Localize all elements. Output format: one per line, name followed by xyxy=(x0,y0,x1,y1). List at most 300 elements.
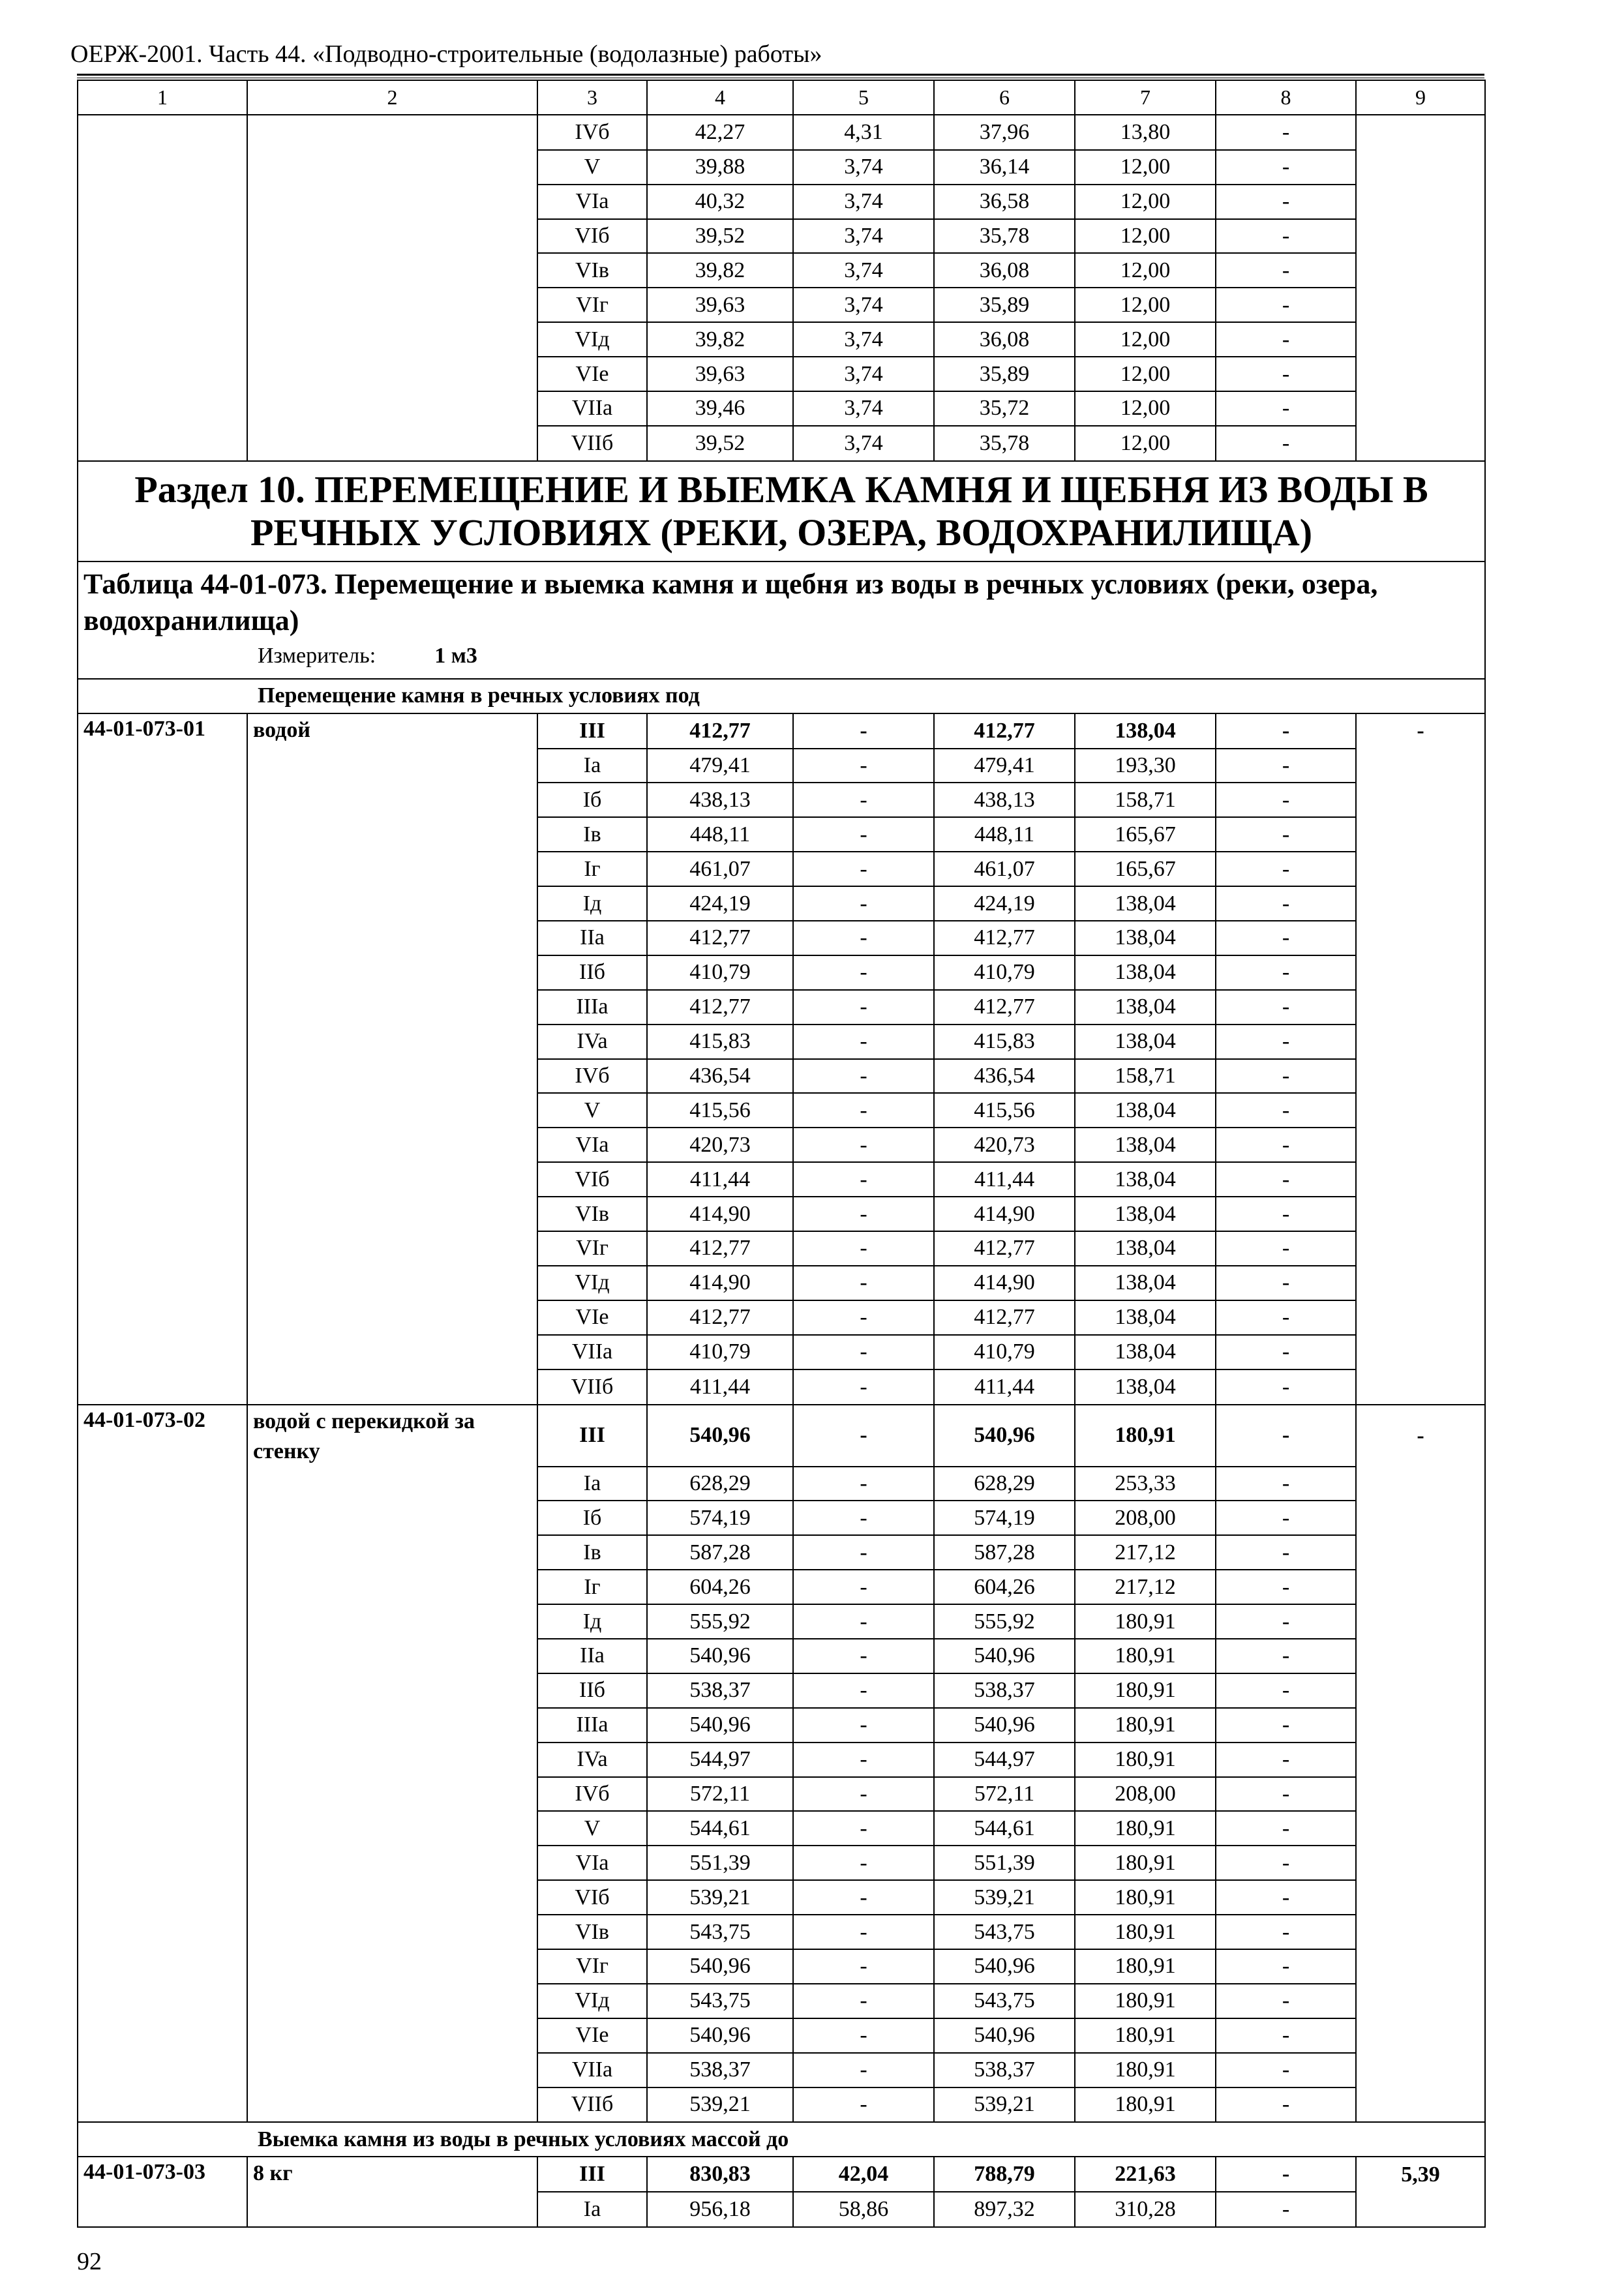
value-cell: - xyxy=(793,1639,934,1673)
rates-table xyxy=(77,80,1486,2228)
value-cell: 412,77 xyxy=(934,1300,1075,1335)
value-cell: - xyxy=(793,2053,934,2087)
value-cell: 539,21 xyxy=(934,1880,1075,1915)
value-cell: 12,00 xyxy=(1075,426,1216,461)
value-cell: 138,04 xyxy=(1075,1197,1216,1231)
table-row xyxy=(78,1025,1485,1059)
name-cell xyxy=(247,1604,537,1639)
value-cell: 221,63 xyxy=(1075,2157,1216,2192)
code-cell xyxy=(78,426,247,461)
value-cell: 180,91 xyxy=(1075,1949,1216,1984)
col9-cell xyxy=(1356,1025,1485,1059)
table-row xyxy=(78,2192,1485,2227)
table-row xyxy=(78,322,1485,357)
value-cell: - xyxy=(793,783,934,817)
value-cell: Iв xyxy=(537,817,647,852)
value-cell: 13,80 xyxy=(1075,115,1216,150)
name-cell xyxy=(247,749,537,783)
value-cell: - xyxy=(1216,426,1356,461)
value-cell: - xyxy=(1216,288,1356,322)
value-cell: VIIб xyxy=(537,2087,647,2123)
value-cell: 540,96 xyxy=(647,1949,793,1984)
value-cell: IVa xyxy=(537,1025,647,1059)
table-row xyxy=(78,1639,1485,1673)
col9-cell xyxy=(1356,150,1485,185)
name-cell xyxy=(247,852,537,886)
value-cell: - xyxy=(1216,1743,1356,1777)
value-cell: 544,61 xyxy=(647,1811,793,1846)
value-cell: Iг xyxy=(537,1570,647,1604)
value-cell: 180,91 xyxy=(1075,1708,1216,1743)
col9-cell xyxy=(1356,2053,1485,2087)
value-cell: - xyxy=(793,1501,934,1535)
col9-cell xyxy=(1356,1604,1485,1639)
value-cell: 35,89 xyxy=(934,288,1075,322)
value-cell: - xyxy=(793,1231,934,1266)
value-cell: VIг xyxy=(537,1231,647,1266)
value-cell: 138,04 xyxy=(1075,1231,1216,1266)
value-cell: - xyxy=(793,886,934,921)
value-cell: 180,91 xyxy=(1075,1880,1216,1915)
value-cell: IIa xyxy=(537,1639,647,1673)
value-cell: VIв xyxy=(537,253,647,288)
value-cell: 411,44 xyxy=(647,1162,793,1197)
value-cell: 3,74 xyxy=(793,391,934,426)
column-number: 4 xyxy=(647,80,793,115)
code-cell xyxy=(78,253,247,288)
value-cell: 544,61 xyxy=(934,1811,1075,1846)
col9-cell xyxy=(1356,1743,1485,1777)
value-cell: 628,29 xyxy=(934,1467,1075,1501)
value-cell: - xyxy=(1216,713,1356,749)
name-cell xyxy=(247,219,537,254)
code-cell xyxy=(78,1743,247,1777)
value-cell: - xyxy=(1216,783,1356,817)
col9-cell xyxy=(1356,391,1485,426)
name-cell xyxy=(247,990,537,1025)
table-row xyxy=(78,150,1485,185)
code-cell xyxy=(78,1915,247,1949)
value-cell: 414,90 xyxy=(647,1197,793,1231)
code-cell xyxy=(78,817,247,852)
value-cell: 310,28 xyxy=(1075,2192,1216,2227)
code-cell xyxy=(78,150,247,185)
value-cell: - xyxy=(1216,990,1356,1025)
value-cell: Ia xyxy=(537,2192,647,2227)
value-cell: - xyxy=(793,1467,934,1501)
value-cell: 39,52 xyxy=(647,219,793,254)
subheader: Выемка камня из воды в речных условиях массой до xyxy=(78,2122,1485,2157)
name-cell xyxy=(247,1846,537,1880)
code-cell: 44-01-073-03 xyxy=(78,2157,247,2192)
column-number: 1 xyxy=(78,80,247,115)
value-cell: V xyxy=(537,1093,647,1128)
table-row xyxy=(78,713,1485,749)
table-row xyxy=(78,115,1485,150)
value-cell: IIIa xyxy=(537,1708,647,1743)
value-cell: - xyxy=(1216,1501,1356,1535)
value-cell: 37,96 xyxy=(934,115,1075,150)
value-cell: VIa xyxy=(537,1846,647,1880)
value-cell: 412,77 xyxy=(647,921,793,955)
col9-cell xyxy=(1356,219,1485,254)
name-cell xyxy=(247,1059,537,1094)
code-cell xyxy=(78,288,247,322)
code-cell xyxy=(78,1300,247,1335)
value-cell: - xyxy=(1216,1604,1356,1639)
col9-cell xyxy=(1356,1059,1485,1094)
unit-value: 1 м3 xyxy=(434,643,477,668)
value-cell: 180,91 xyxy=(1075,1639,1216,1673)
value-cell: 36,08 xyxy=(934,322,1075,357)
value-cell: - xyxy=(793,713,934,749)
code-cell xyxy=(78,1639,247,1673)
value-cell: 574,19 xyxy=(934,1501,1075,1535)
value-cell: - xyxy=(793,1708,934,1743)
value-cell: 39,82 xyxy=(647,322,793,357)
value-cell: 39,52 xyxy=(647,426,793,461)
name-cell xyxy=(247,115,537,150)
value-cell: - xyxy=(793,1915,934,1949)
value-cell: - xyxy=(1216,185,1356,219)
name-cell xyxy=(247,955,537,990)
column-number: 6 xyxy=(934,80,1075,115)
value-cell: - xyxy=(1216,322,1356,357)
code-cell xyxy=(78,955,247,990)
table-header-cell xyxy=(78,561,1485,679)
value-cell: - xyxy=(1216,886,1356,921)
code-cell xyxy=(78,1708,247,1743)
col9-cell xyxy=(1356,2018,1485,2053)
value-cell: 448,11 xyxy=(647,817,793,852)
value-cell: - xyxy=(793,1673,934,1708)
column-number: 5 xyxy=(793,80,934,115)
name-cell xyxy=(247,1369,537,1405)
value-cell: 180,91 xyxy=(1075,1405,1216,1467)
table-row xyxy=(78,2157,1485,2192)
code-cell xyxy=(78,1093,247,1128)
name-cell xyxy=(247,1639,537,1673)
value-cell: 12,00 xyxy=(1075,185,1216,219)
col9-cell xyxy=(1356,288,1485,322)
value-cell: III xyxy=(537,1405,647,1467)
value-cell: 165,67 xyxy=(1075,817,1216,852)
table-row xyxy=(78,852,1485,886)
value-cell: VIa xyxy=(537,1128,647,1162)
value-cell: 587,28 xyxy=(934,1535,1075,1570)
value-cell: - xyxy=(1216,1949,1356,1984)
col9-cell xyxy=(1356,1128,1485,1162)
value-cell: - xyxy=(1216,1708,1356,1743)
table-row xyxy=(78,1777,1485,1812)
table-row xyxy=(78,1335,1485,1369)
value-cell: 12,00 xyxy=(1075,253,1216,288)
value-cell: 217,12 xyxy=(1075,1535,1216,1570)
value-cell: Iв xyxy=(537,1535,647,1570)
value-cell: 897,32 xyxy=(934,2192,1075,2227)
value-cell: 12,00 xyxy=(1075,150,1216,185)
value-cell: 3,74 xyxy=(793,150,934,185)
value-cell: Iг xyxy=(537,852,647,886)
value-cell: 138,04 xyxy=(1075,886,1216,921)
value-cell: 551,39 xyxy=(934,1846,1075,1880)
col9-cell xyxy=(1356,1984,1485,2018)
value-cell: VIe xyxy=(537,1300,647,1335)
value-cell: 12,00 xyxy=(1075,219,1216,254)
value-cell: - xyxy=(793,2018,934,2053)
section-title: Раздел 10. ПЕРЕМЕЩЕНИЕ И ВЫЕМКА КАМНЯ И ЩЕБНЯ ИЗ ВОДЫ В РЕЧНЫХ УСЛОВИЯХ (РЕКИ, ОЗЕРА, ВОДОХРАНИЛИЩА) xyxy=(78,461,1485,561)
code-cell xyxy=(78,1846,247,1880)
value-cell: 438,13 xyxy=(647,783,793,817)
code-cell: 44-01-073-01 xyxy=(78,713,247,749)
value-cell: - xyxy=(793,1811,934,1846)
value-cell: IVб xyxy=(537,1777,647,1812)
value-cell: 412,77 xyxy=(647,1231,793,1266)
value-cell: 35,89 xyxy=(934,357,1075,391)
value-cell: 138,04 xyxy=(1075,990,1216,1025)
value-cell: 39,63 xyxy=(647,288,793,322)
value-cell: - xyxy=(1216,1639,1356,1673)
value-cell: - xyxy=(1216,2192,1356,2227)
value-cell: 410,79 xyxy=(647,955,793,990)
value-cell: - xyxy=(1216,1162,1356,1197)
name-cell xyxy=(247,185,537,219)
code-cell xyxy=(78,783,247,817)
col9-cell xyxy=(1356,1880,1485,1915)
value-cell: - xyxy=(1216,817,1356,852)
table-row xyxy=(78,1231,1485,1266)
name-cell xyxy=(247,1673,537,1708)
value-cell: 42,04 xyxy=(793,2157,934,2192)
value-cell: - xyxy=(793,1984,934,2018)
value-cell: 414,90 xyxy=(934,1197,1075,1231)
code-cell xyxy=(78,2053,247,2087)
code-cell xyxy=(78,852,247,886)
value-cell: 415,56 xyxy=(934,1093,1075,1128)
value-cell: 36,58 xyxy=(934,185,1075,219)
value-cell: 424,19 xyxy=(934,886,1075,921)
value-cell: 39,63 xyxy=(647,357,793,391)
value-cell: IIб xyxy=(537,955,647,990)
value-cell: Iд xyxy=(537,886,647,921)
col9-cell xyxy=(1356,357,1485,391)
code-cell xyxy=(78,1162,247,1197)
name-cell xyxy=(247,150,537,185)
value-cell: 412,77 xyxy=(934,1231,1075,1266)
value-cell: 436,54 xyxy=(647,1059,793,1094)
value-cell: 412,77 xyxy=(934,713,1075,749)
value-cell: 165,67 xyxy=(1075,852,1216,886)
name-cell xyxy=(247,391,537,426)
table-row xyxy=(78,1369,1485,1405)
name-cell xyxy=(247,783,537,817)
value-cell: 3,74 xyxy=(793,322,934,357)
name-cell xyxy=(247,2192,537,2227)
value-cell: 411,44 xyxy=(647,1369,793,1405)
table-row xyxy=(78,1673,1485,1708)
value-cell: VIд xyxy=(537,1266,647,1300)
code-cell xyxy=(78,1535,247,1570)
name-cell xyxy=(247,817,537,852)
value-cell: VIIa xyxy=(537,2053,647,2087)
name-cell xyxy=(247,288,537,322)
value-cell: VIб xyxy=(537,1162,647,1197)
value-cell: 138,04 xyxy=(1075,1025,1216,1059)
name-cell xyxy=(247,1197,537,1231)
table-row xyxy=(78,1162,1485,1197)
col9-cell xyxy=(1356,2087,1485,2123)
table-row xyxy=(78,1535,1485,1570)
table-row xyxy=(78,1501,1485,1535)
table-row xyxy=(78,1743,1485,1777)
value-cell: - xyxy=(793,955,934,990)
value-cell: 540,96 xyxy=(647,1639,793,1673)
code-cell xyxy=(78,921,247,955)
table-row xyxy=(78,426,1485,461)
col9-cell xyxy=(1356,1300,1485,1335)
value-cell: VIв xyxy=(537,1197,647,1231)
value-cell: Ia xyxy=(537,749,647,783)
col9-cell: 5,39 xyxy=(1356,2157,1485,2192)
value-cell: 461,07 xyxy=(934,852,1075,886)
value-cell: VIб xyxy=(537,1880,647,1915)
value-cell: VIIб xyxy=(537,1369,647,1405)
table-row xyxy=(78,1811,1485,1846)
name-cell xyxy=(247,886,537,921)
code-cell xyxy=(78,1197,247,1231)
value-cell: 436,54 xyxy=(934,1059,1075,1094)
name-cell xyxy=(247,1777,537,1812)
value-cell: - xyxy=(793,1949,934,1984)
value-cell: - xyxy=(1216,852,1356,886)
value-cell: VIв xyxy=(537,1915,647,1949)
table-row xyxy=(78,219,1485,254)
value-cell: - xyxy=(1216,955,1356,990)
value-cell: 193,30 xyxy=(1075,749,1216,783)
name-cell xyxy=(247,1467,537,1501)
col9-cell xyxy=(1356,1846,1485,1880)
value-cell: - xyxy=(1216,1846,1356,1880)
col9-cell xyxy=(1356,1570,1485,1604)
value-cell: - xyxy=(1216,1915,1356,1949)
column-number-row xyxy=(78,80,1485,115)
value-cell: 544,97 xyxy=(647,1743,793,1777)
value-cell: 3,74 xyxy=(793,357,934,391)
value-cell: - xyxy=(1216,1128,1356,1162)
name-cell xyxy=(247,1231,537,1266)
value-cell: 138,04 xyxy=(1075,1335,1216,1369)
value-cell: - xyxy=(1216,1025,1356,1059)
value-cell: 180,91 xyxy=(1075,1673,1216,1708)
col9-cell xyxy=(1356,1467,1485,1501)
code-cell xyxy=(78,990,247,1025)
value-cell: III xyxy=(537,713,647,749)
table-row xyxy=(78,990,1485,1025)
table-row xyxy=(78,2087,1485,2123)
table-row xyxy=(78,1059,1485,1094)
col9-cell xyxy=(1356,1197,1485,1231)
value-cell: 180,91 xyxy=(1075,1915,1216,1949)
page-header: ОЕРЖ-2001. Часть 44. «Подводно-строительные (водолазные) работы» xyxy=(70,40,822,68)
name-cell xyxy=(247,1128,537,1162)
code-cell xyxy=(78,1266,247,1300)
value-cell: - xyxy=(793,1604,934,1639)
value-cell: - xyxy=(1216,1059,1356,1094)
code-cell xyxy=(78,2018,247,2053)
name-cell xyxy=(247,1335,537,1369)
value-cell: 538,37 xyxy=(647,1673,793,1708)
value-cell: - xyxy=(793,2087,934,2123)
name-cell xyxy=(247,1949,537,1984)
name-cell xyxy=(247,1266,537,1300)
value-cell: 411,44 xyxy=(934,1369,1075,1405)
table-row xyxy=(78,1708,1485,1743)
section-title-row xyxy=(78,461,1485,561)
col9-cell xyxy=(1356,1369,1485,1405)
table-row xyxy=(78,1846,1485,1880)
col9-cell xyxy=(1356,990,1485,1025)
table-row xyxy=(78,749,1485,783)
value-cell: 3,74 xyxy=(793,288,934,322)
name-cell xyxy=(247,1743,537,1777)
code-cell xyxy=(78,2087,247,2123)
table-row xyxy=(78,1467,1485,1501)
value-cell: - xyxy=(1216,1300,1356,1335)
value-cell: 180,91 xyxy=(1075,1811,1216,1846)
col9-cell xyxy=(1356,1266,1485,1300)
value-cell: 253,33 xyxy=(1075,1467,1216,1501)
value-cell: VIб xyxy=(537,219,647,254)
value-cell: 628,29 xyxy=(647,1467,793,1501)
value-cell: - xyxy=(1216,1467,1356,1501)
value-cell: - xyxy=(793,1266,934,1300)
table-row xyxy=(78,253,1485,288)
value-cell: 539,21 xyxy=(647,1880,793,1915)
value-cell: 461,07 xyxy=(647,852,793,886)
value-cell: 412,77 xyxy=(647,1300,793,1335)
value-cell: - xyxy=(793,1093,934,1128)
column-number: 3 xyxy=(537,80,647,115)
value-cell: 956,18 xyxy=(647,2192,793,2227)
value-cell: 572,11 xyxy=(647,1777,793,1812)
name-cell xyxy=(247,1984,537,2018)
name-cell xyxy=(247,1501,537,1535)
value-cell: 540,96 xyxy=(934,1949,1075,1984)
col9-cell xyxy=(1356,852,1485,886)
column-number: 7 xyxy=(1075,80,1216,115)
value-cell: 424,19 xyxy=(647,886,793,921)
value-cell: 543,75 xyxy=(647,1984,793,2018)
subheader-row xyxy=(78,2122,1485,2157)
value-cell: - xyxy=(793,1405,934,1467)
value-cell: 58,86 xyxy=(793,2192,934,2227)
value-cell: 39,88 xyxy=(647,150,793,185)
table-row xyxy=(78,955,1485,990)
col9-cell xyxy=(1356,322,1485,357)
value-cell: - xyxy=(1216,219,1356,254)
value-cell: 138,04 xyxy=(1075,713,1216,749)
value-cell: - xyxy=(1216,1335,1356,1369)
value-cell: - xyxy=(793,1300,934,1335)
value-cell: 208,00 xyxy=(1075,1501,1216,1535)
value-cell: - xyxy=(1216,1405,1356,1467)
value-cell: VIIa xyxy=(537,1335,647,1369)
value-cell: - xyxy=(1216,749,1356,783)
value-cell: 411,44 xyxy=(934,1162,1075,1197)
value-cell: 540,96 xyxy=(934,1708,1075,1743)
value-cell: - xyxy=(1216,1535,1356,1570)
code-cell xyxy=(78,1335,247,1369)
